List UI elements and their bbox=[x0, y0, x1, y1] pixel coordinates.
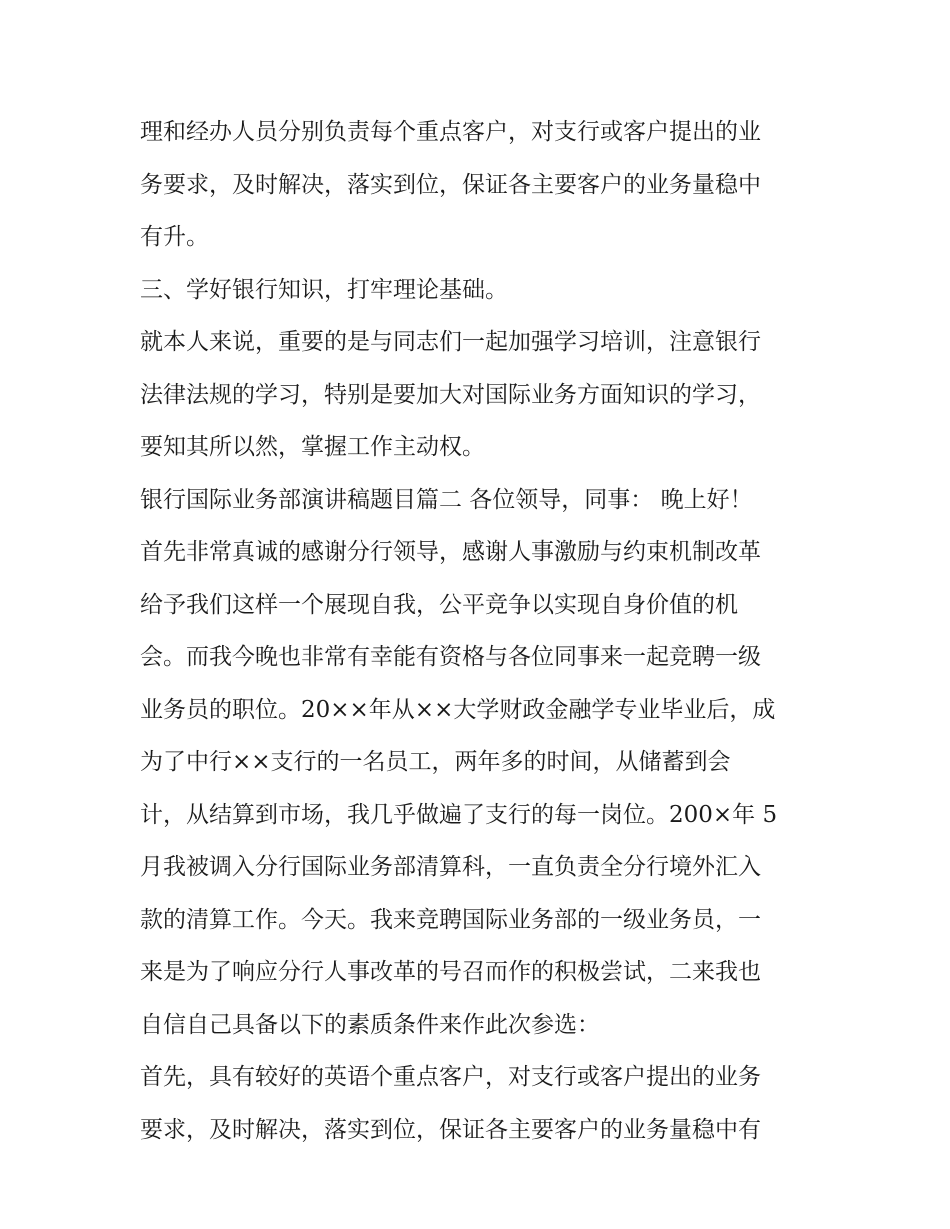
text-line: 自信自己具备以下的素质条件来作此次参选： bbox=[140, 1011, 600, 1038]
text-line: 首先，具有较好的英语个重点客户，对支行或客户提出的业务 bbox=[140, 1064, 761, 1090]
text-line: 务要求，及时解决，落实到位，保证各主要客户的业务量稳中 bbox=[140, 171, 761, 198]
text-line: 给予我们这样一个展现自我，公平竞争以实现自身价值的机 bbox=[140, 591, 738, 618]
text-line: 为了中行××支行的一名员工，两年多的时间，从储蓄到会 bbox=[140, 749, 731, 775]
text-line: 会。而我今晚也非常有幸能有资格与各位同事来一起竞聘一级 bbox=[140, 644, 761, 670]
text-line: 首先非常真诚的感谢分行领导，感谢人事激励与约束机制改革 bbox=[140, 539, 761, 565]
text-line: 业务员的职位。20××年从××大学财政金融学专业毕业后，成 bbox=[140, 696, 776, 723]
text-line: 就本人来说，重要的是与同志们一起加强学习培训，注意银行 bbox=[140, 329, 761, 355]
text-line: 法律法规的学习，特别是要加大对国际业务方面知识的学习， bbox=[140, 381, 761, 408]
text-line: 来是为了响应分行人事改革的号召而作的积极尝试，二来我也 bbox=[140, 959, 761, 985]
text-line: 款的清算工作。今天。我来竞聘国际业务部的一级业务员，一 bbox=[140, 906, 761, 933]
document-body bbox=[140, 106, 820, 1156]
text-line: 理和经办人员分别负责每个重点客户，对支行或客户提出的业 bbox=[140, 119, 761, 145]
text-line: 要求，及时解决，落实到位，保证各主要客户的业务量稳中有 bbox=[140, 1116, 761, 1143]
text-line: 月我被调入分行国际业务部清算科，一直负责全分行境外汇入 bbox=[140, 854, 761, 880]
text-line: 计，从结算到市场，我几乎做遍了支行的每一岗位。200×年 5 bbox=[140, 801, 778, 828]
section-heading: 三、学好银行知识，打牢理论基础。 bbox=[140, 276, 508, 303]
speech-title-line: 银行国际业务部演讲稿题目篇二 各位领导，同事： 晚上好！ bbox=[140, 486, 753, 513]
text-line: 有升。 bbox=[140, 224, 209, 250]
text-line: 要知其所以然，掌握工作主动权。 bbox=[140, 434, 485, 460]
